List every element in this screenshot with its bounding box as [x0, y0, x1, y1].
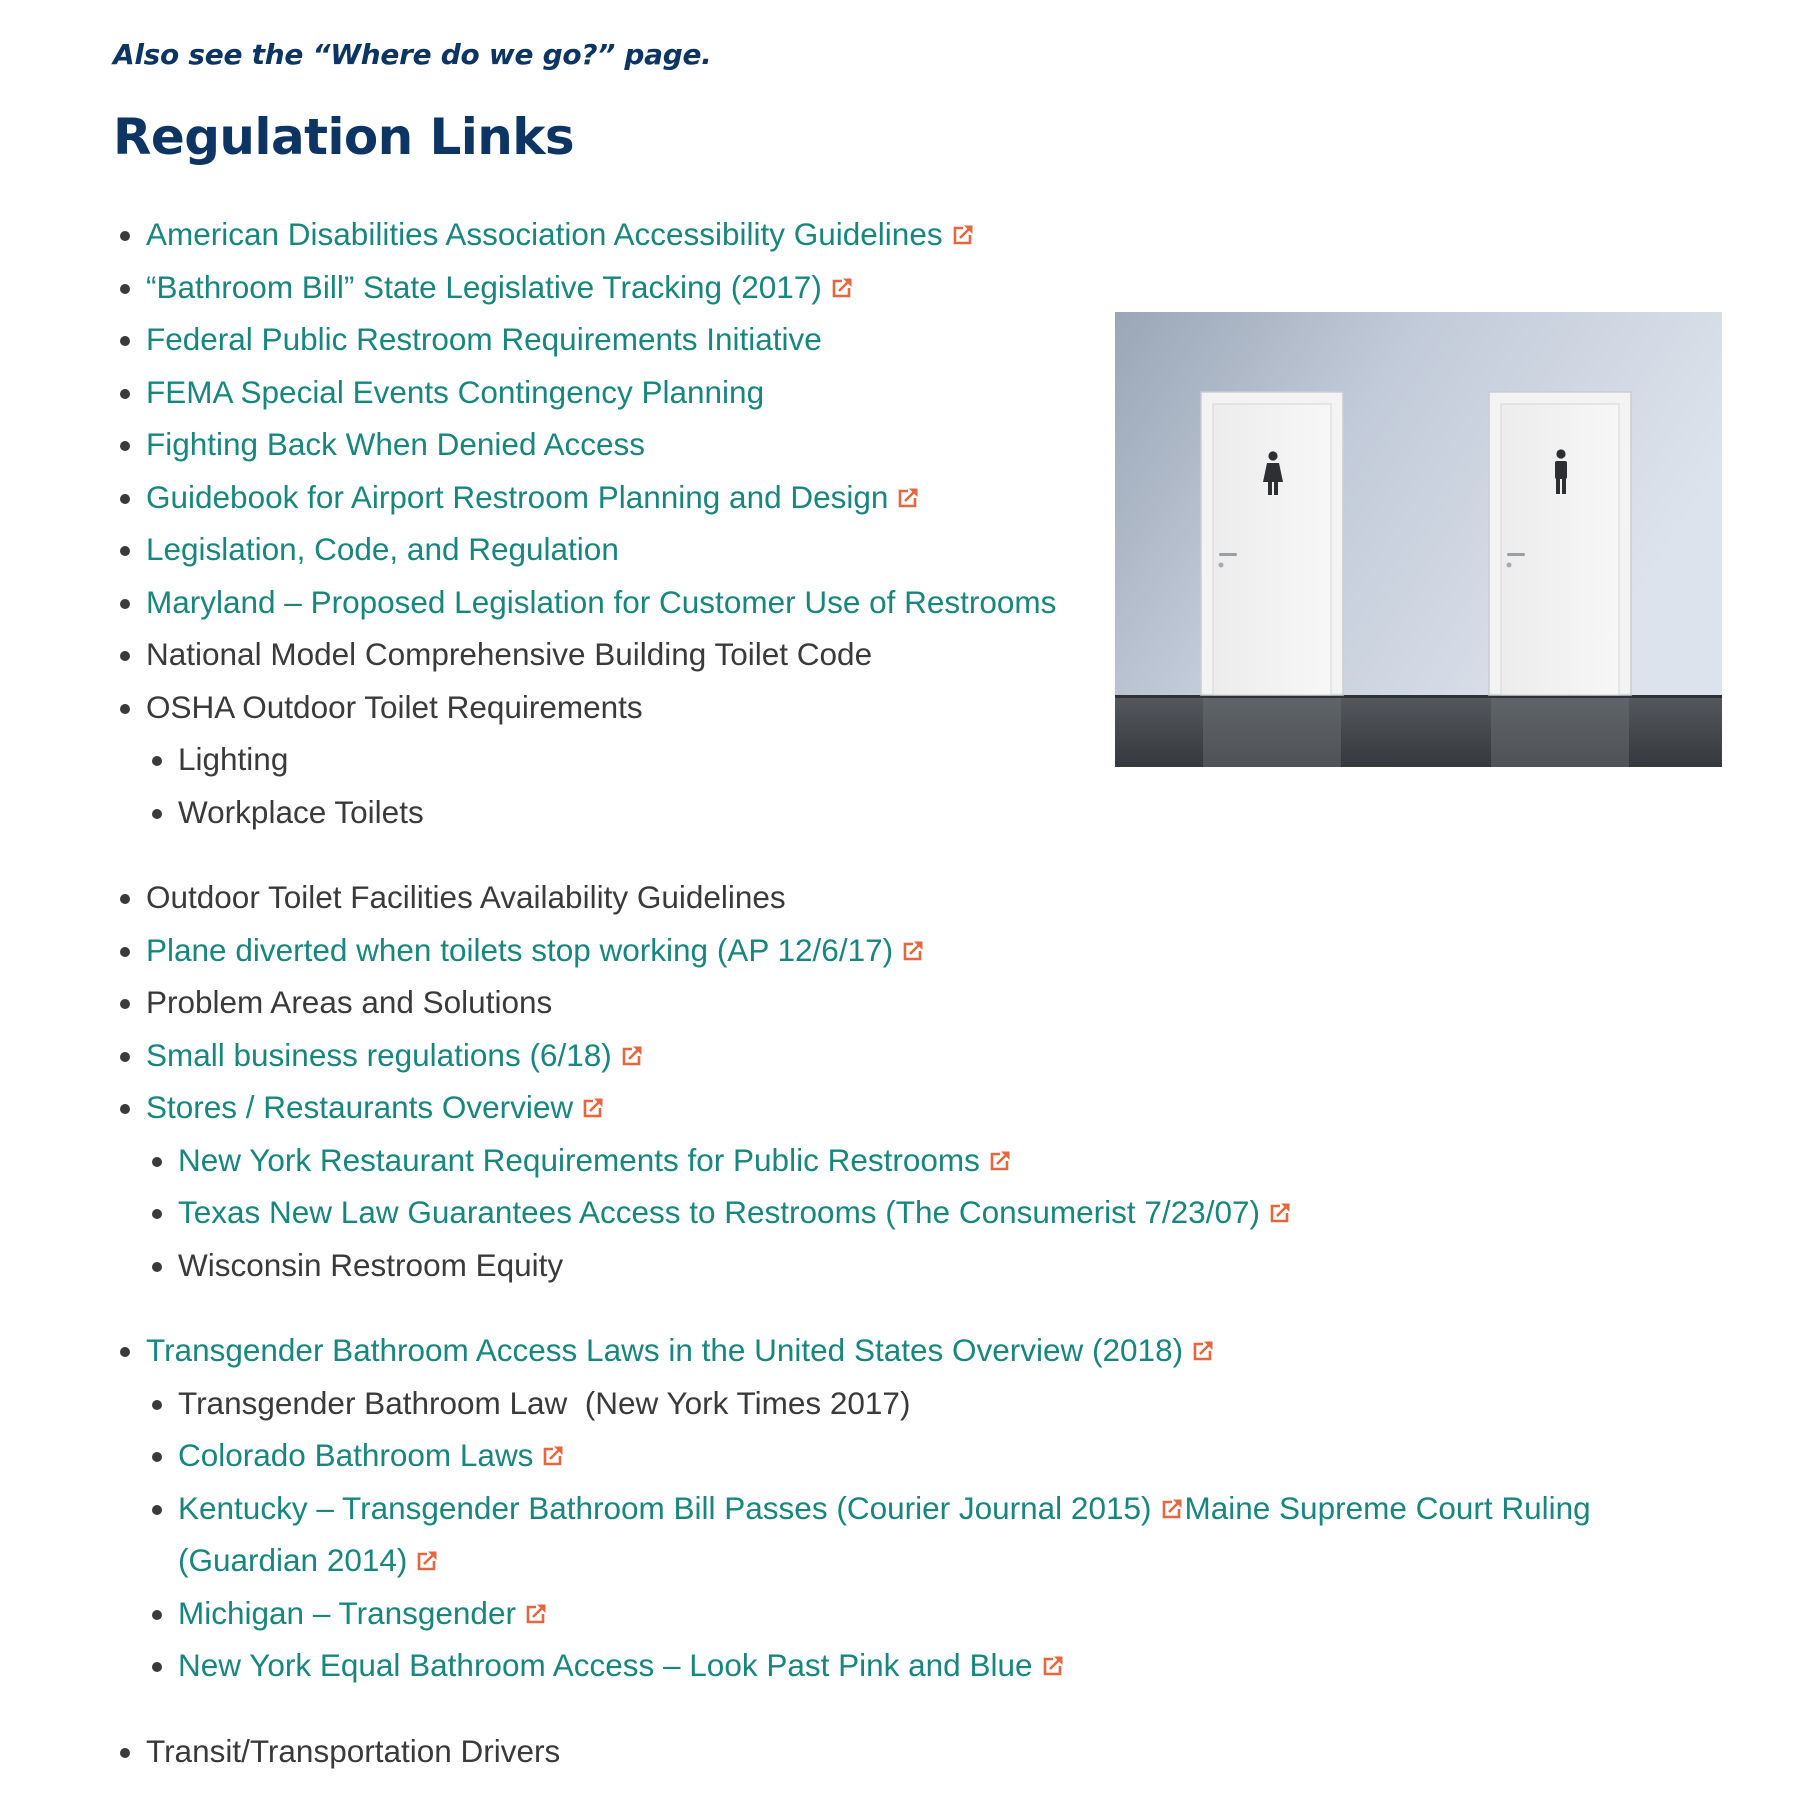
link-legislation-code-and-regulation[interactable]: Legislation, Code, and Regulation — [146, 531, 619, 567]
list-item — [146, 261, 1633, 314]
link-guidebook-for-airport-restroom-planning-and-desi[interactable]: Guidebook for Airport Restroom Planning and Design — [146, 478, 889, 515]
list-item — [178, 1639, 1633, 1692]
item-osha-outdoor-toilet-requirements: OSHA Outdoor Toilet Requirements — [146, 688, 643, 725]
link-plane-diverted-when-toilets-stop-working-ap-12-6[interactable]: Plane diverted when toilets stop working (AP 12/6/17) — [146, 931, 894, 968]
list-item — [146, 1324, 1633, 1692]
external-link-icon — [831, 277, 853, 299]
restroom-doors-image — [1115, 312, 1722, 767]
list-item — [146, 924, 1633, 977]
external-link-icon — [1192, 1340, 1214, 1362]
list-item — [178, 1186, 1633, 1239]
item-transgender-bathroom-law-new-york-times-2017: Transgender Bathroom Law (New York Times 2017) — [178, 1384, 911, 1421]
list-item — [178, 1134, 1633, 1187]
list-item — [146, 1725, 1633, 1778]
link-transgender-bathroom-access-laws-in-the-united-s[interactable]: Transgender Bathroom Access Laws in the United States Overview (2018) — [146, 1332, 1184, 1368]
external-link-icon — [897, 487, 919, 509]
link-new-york-equal-bathroom-access-look-past-pink-an[interactable]: New York Equal Bathroom Access – Look Past Pink and Blue — [178, 1647, 1033, 1683]
link-stores-restaurants-overview[interactable]: Stores / Restaurants Overview — [146, 1089, 574, 1125]
external-link-icon — [989, 1150, 1011, 1172]
link-federal-public-restroom-requirements-initiative[interactable]: Federal Public Restroom Requirements Initiative — [146, 321, 822, 357]
see-also-note: Also see the “Where do we go?” page. — [113, 38, 712, 71]
link-maryland-proposed-legislation-for-customer-use-o[interactable]: Maryland – Proposed Legislation for Customer Use of Restrooms — [146, 583, 1057, 620]
sub-list — [146, 1377, 1633, 1692]
sub-list — [146, 1134, 1633, 1292]
item-workplace-toilets: Workplace Toilets — [178, 793, 424, 830]
list-item — [178, 786, 1633, 839]
link-texas-new-law-guarantees-access-to-restrooms-the[interactable]: Texas New Law Guarantees Access to Restrooms (The Consumerist 7/23/07) — [178, 1194, 1260, 1230]
list-item — [178, 1587, 1633, 1640]
link-american-disabilities-association-accessibility-[interactable]: American Disabilities Association Accessibility Guidelines — [146, 216, 943, 252]
external-link-icon — [952, 224, 974, 246]
list-item — [146, 976, 1633, 1029]
link-fighting-back-when-denied-access[interactable]: Fighting Back When Denied Access — [146, 426, 646, 462]
list-item — [146, 1081, 1633, 1291]
item-lighting: Lighting — [178, 741, 289, 777]
item-problem-areas-and-solutions: Problem Areas and Solutions — [146, 984, 553, 1020]
list-item — [178, 1429, 1633, 1482]
link-michigan-transgender[interactable]: Michigan – Transgender — [178, 1594, 516, 1631]
list-item — [178, 1239, 1633, 1292]
item-national-model-comprehensive-building-toilet-cod: National Model Comprehensive Building Toilet Code — [146, 636, 873, 672]
list-item — [178, 1377, 1633, 1430]
link-small-business-regulations-6-18[interactable]: Small business regulations (6/18) — [146, 1036, 612, 1073]
page-title: Regulation Links — [113, 108, 575, 166]
external-link-icon — [902, 940, 924, 962]
list-item — [178, 1482, 1633, 1587]
item-transit-transportation-drivers: Transit/Transportation Drivers — [146, 1732, 561, 1769]
external-link-icon — [1269, 1202, 1291, 1224]
item-outdoor-toilet-facilities-availability-guideline: Outdoor Toilet Facilities Availability Guidelines — [146, 879, 786, 915]
link-new-york-restaurant-requirements-for-public-rest[interactable]: New York Restaurant Requirements for Public Restrooms — [178, 1141, 980, 1178]
external-link-icon — [525, 1603, 547, 1625]
link-maine-supreme-court-ruling-guardian-2014[interactable]: Maine Supreme Court Ruling (Guardian 2014) — [178, 1489, 1591, 1578]
list-item — [146, 1029, 1633, 1082]
external-link-icon — [1161, 1498, 1183, 1520]
item-wisconsin-restroom-equity: Wisconsin Restroom Equity — [178, 1246, 564, 1283]
external-link-icon — [621, 1045, 643, 1067]
list-item — [146, 871, 1633, 924]
external-link-icon — [416, 1550, 438, 1572]
external-link-icon — [542, 1445, 564, 1467]
link-kentucky-transgender-bathroom-bill-passes-courie[interactable]: Kentucky – Transgender Bathroom Bill Passes (Courier Journal 2015) — [178, 1489, 1152, 1526]
link-fema-special-events-contingency-planning[interactable]: FEMA Special Events Contingency Planning — [146, 373, 765, 410]
list-item — [146, 208, 1633, 261]
link-bathroom-bill-state-legislative-tracking-2017[interactable]: “Bathroom Bill” State Legislative Tracking (2017) — [146, 268, 822, 305]
external-link-icon — [582, 1097, 604, 1119]
external-link-icon — [1042, 1655, 1064, 1677]
link-colorado-bathroom-laws[interactable]: Colorado Bathroom Laws — [178, 1437, 534, 1473]
